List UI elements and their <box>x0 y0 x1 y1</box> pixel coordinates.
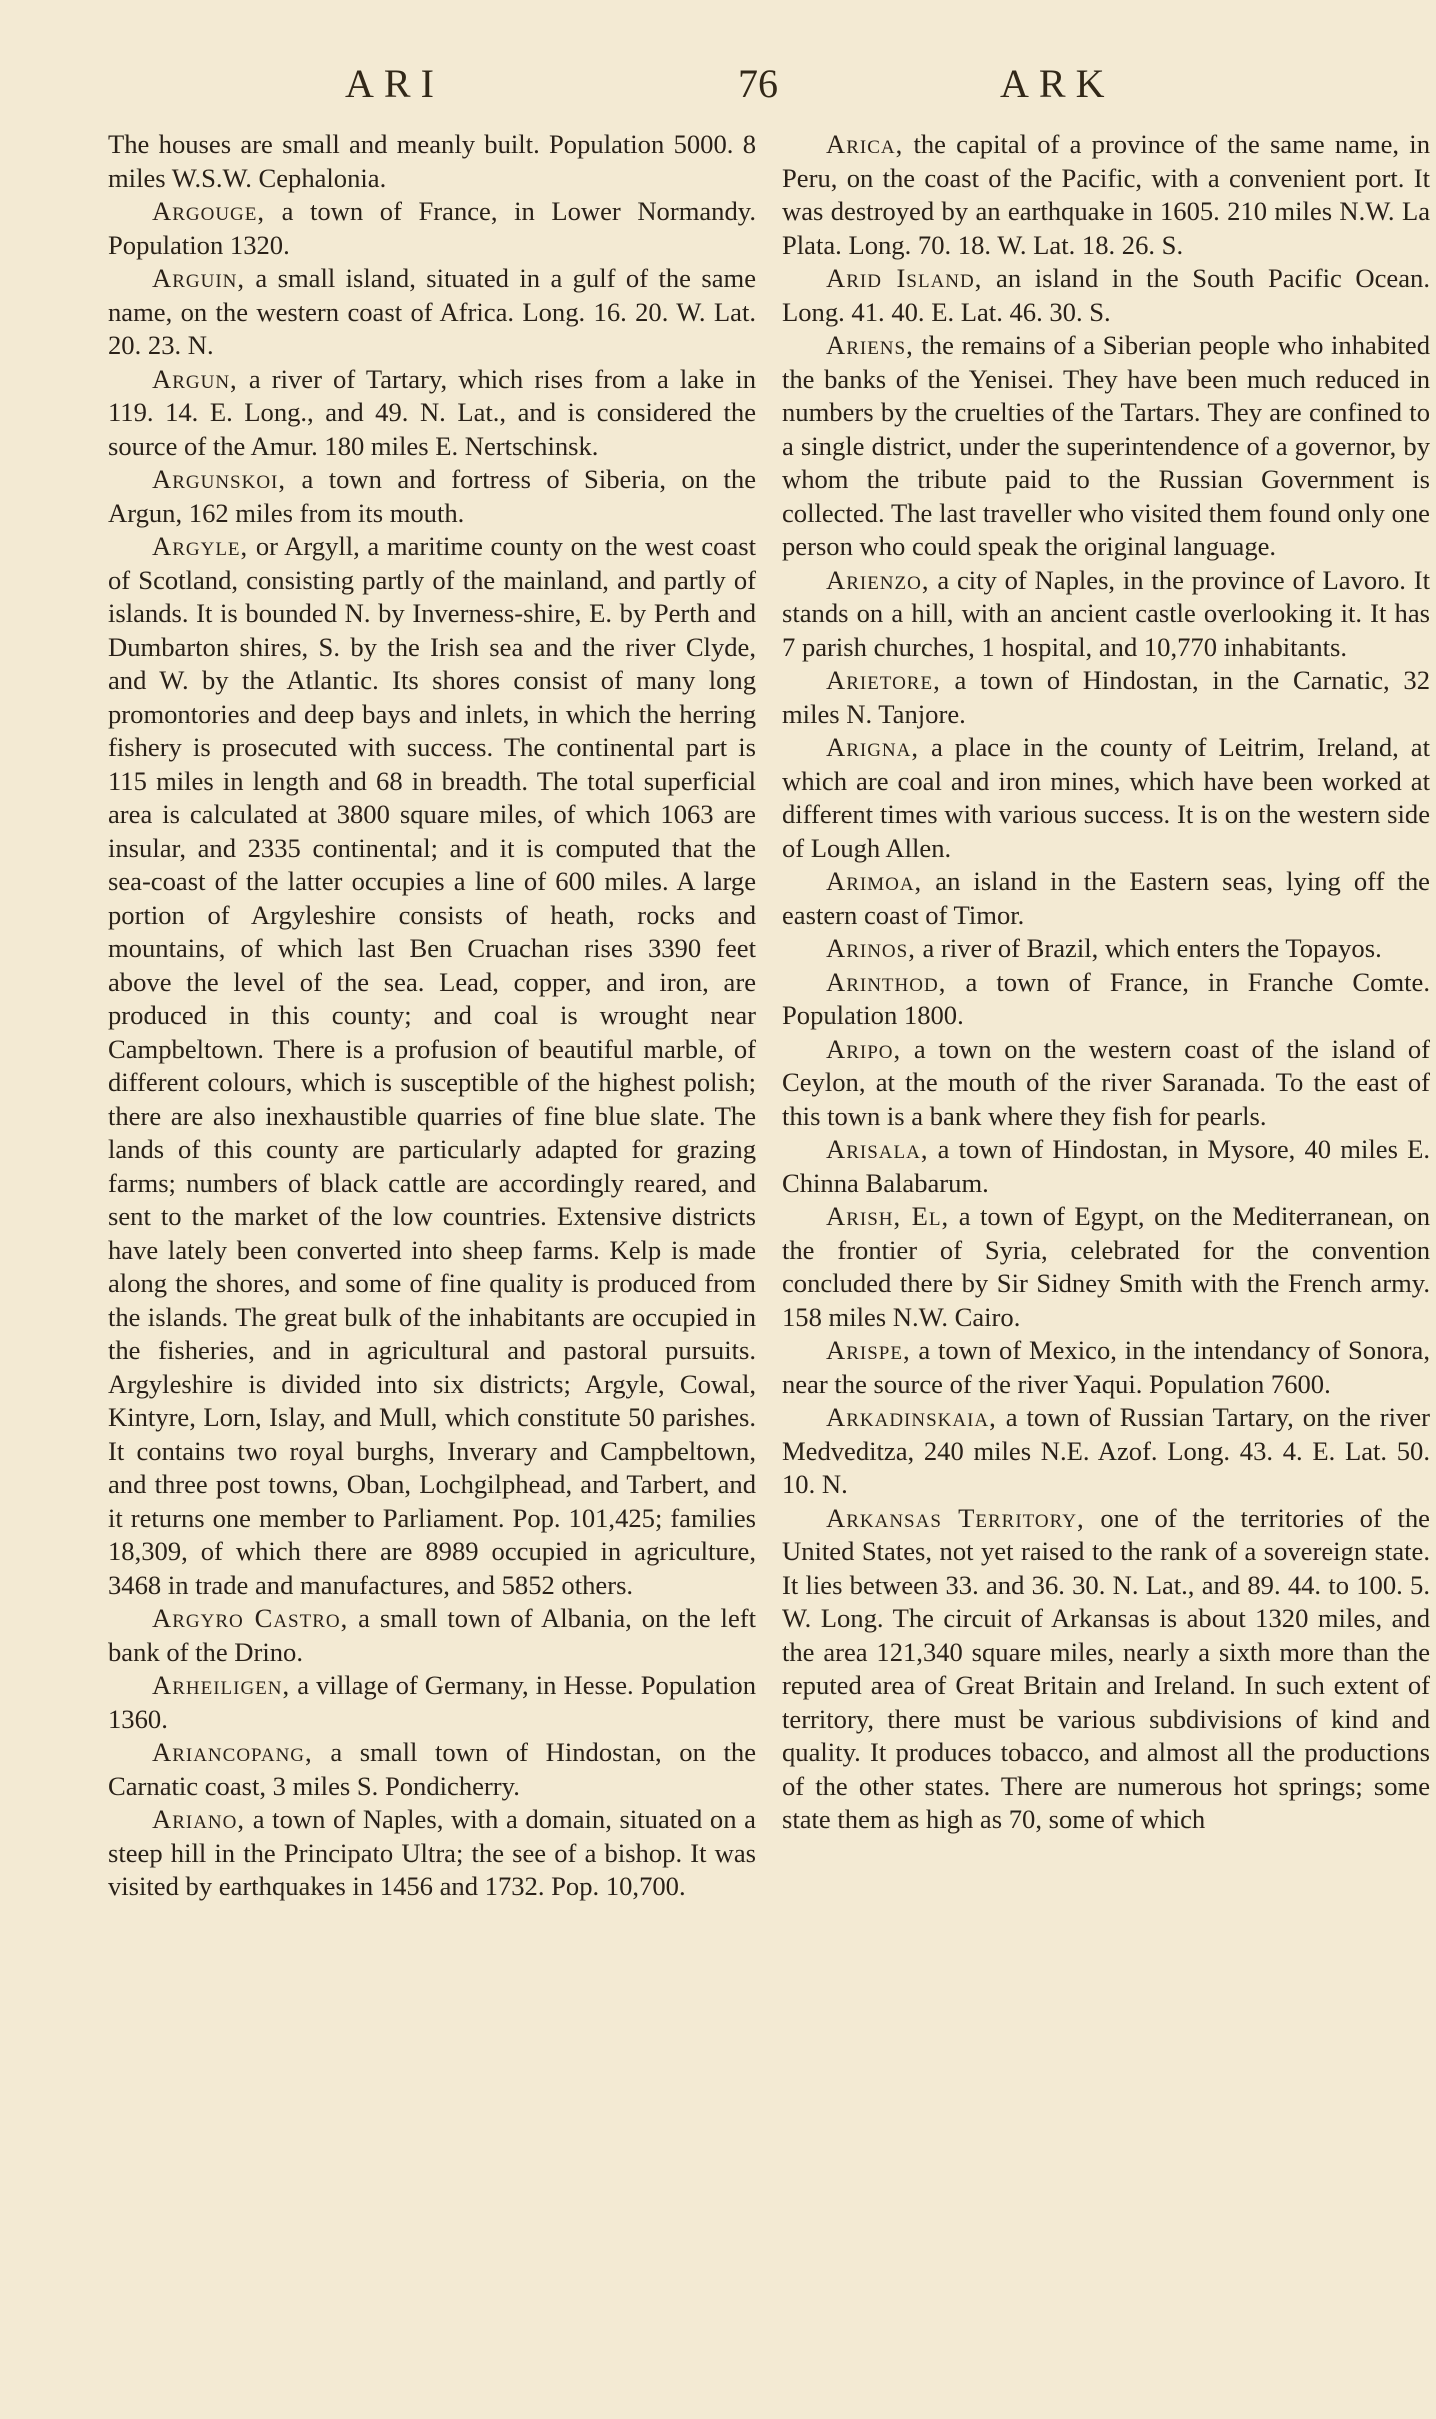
entry-headword: Arispe, <box>826 1335 911 1365</box>
entry-headword: Arietore, <box>826 665 941 695</box>
dictionary-entry <box>108 463 756 530</box>
entry-headword: Argun, <box>152 363 238 394</box>
dictionary-entry <box>108 1736 756 1803</box>
entry-text: a river of Brazil, which enters the Topayos. <box>915 933 1382 963</box>
entry-text: the capital of a province of the same name, in Peru, on the coast of the Pacific, with a convenient port. It was destroyed by an earthquake in 1605. 210 miles N.W. La Plata. Long. 70. 18. W. Lat. 18. 26. S. <box>782 129 1430 260</box>
header-left-guide-word: ARI <box>345 61 444 106</box>
entry-headword: Ariano, <box>152 1804 246 1834</box>
entry-text: one of the territories of the United States, not yet raised to the rank of a sovereign state. It lies between 33. and 36. 30. N. Lat., and 89. 44. to 100. 5. W. Long. The circuit of Arkansas is about 1320 miles, and the area 121,340 square miles, nearly a sixth more than the reputed area of Great Britain and Ireland. In such extent of territory, there must be various subdivisions of kind and quality. It produces tobacco, and almost all the productions of the other states. There are numerous hot springs; some state them as high as 70, some of which <box>782 1502 1430 1834</box>
entry-headword: Argyle, <box>152 531 249 561</box>
dictionary-entry <box>782 128 1430 262</box>
entry-headword: Ariancopang, <box>152 1737 313 1767</box>
entry-text: a town of Mexico, in the intendancy of Sonora, near the source of the river Yaqui. Population 7600. <box>782 1335 1430 1399</box>
dictionary-entry <box>782 1200 1430 1334</box>
dictionary-entry <box>108 1602 756 1669</box>
entry-text: The houses are small and meanly built. Population 5000. 8 miles W.S.W. Cephalonia. <box>108 129 756 193</box>
entry-text: a town of Naples, with a domain, situated on a steep hill in the Principato Ultra; the see of a bishop. It was visited by earthquakes in 1456 and 1732. Pop. 10,700. <box>108 1804 756 1901</box>
entry-text: a town of Russian Tartary, on the river Medveditza, 240 miles N.E. Azof. Long. 43. 4. E. Lat. 50. 10. N. <box>782 1402 1430 1499</box>
dictionary-entry <box>782 1033 1430 1134</box>
entry-headword: Arkadinskaia, <box>826 1402 997 1432</box>
entry-headword: Arigna, <box>826 732 920 762</box>
dictionary-entry <box>108 1669 756 1736</box>
dictionary-entry <box>108 128 756 195</box>
dictionary-entry <box>782 564 1430 665</box>
entry-headword: Arienzo, <box>826 564 930 595</box>
dictionary-entry <box>782 329 1430 564</box>
entry-text: a village of Germany, in Hesse. Population 1360. <box>108 1670 756 1734</box>
entry-headword: Argunskoi, <box>152 464 287 494</box>
entry-text: a town of France, in Franche Comte. Population 1800. <box>782 966 1430 1030</box>
dictionary-entry <box>782 1133 1430 1200</box>
entry-text: a town of Hindostan, in the Carnatic, 32 miles N. Tanjore. <box>782 665 1430 729</box>
dictionary-entry <box>782 731 1430 865</box>
entry-text: a small island, situated in a gulf of the same name, on the western coast of Africa. Long. 16. 20. W. Lat. 20. 23. N. <box>108 263 756 360</box>
dictionary-entry <box>782 1401 1430 1502</box>
entry-text: an island in the South Pacific Ocean. Long. 41. 40. E. Lat. 46. 30. S. <box>782 263 1430 327</box>
entry-headword: Arinos, <box>826 933 916 963</box>
entry-headword: Arica, <box>826 129 904 159</box>
dictionary-entry <box>782 262 1430 329</box>
dictionary-entry <box>108 530 756 1602</box>
dictionary-entry <box>782 1334 1430 1401</box>
entry-text: a town on the western coast of the island of Ceylon, at the mouth of the river Saranada. To the east of this town is a bank where they fish for pearls. <box>782 1033 1430 1131</box>
entry-headword: Ariens, <box>826 330 914 360</box>
entry-text: a small town of Hindostan, on the Carnatic coast, 3 miles S. Pondicherry. <box>108 1737 756 1801</box>
entry-headword: Arinthod, <box>826 966 947 997</box>
entry-text: a town of France, in Lower Normandy. Population 1320. <box>108 196 756 260</box>
entry-text: a river of Tartary, which rises from a lake in 119. 14. E. Long., and 49. N. Lat., and is considered the source of the Amur. 180 miles E. Nertschinsk. <box>108 363 756 461</box>
entry-text: a small town of Albania, on the left bank of the Drino. <box>108 1603 756 1667</box>
right-column <box>782 128 1430 2368</box>
dictionary-entry <box>782 664 1430 731</box>
dictionary-entry <box>108 1803 756 1904</box>
dictionary-entry <box>782 1502 1430 1837</box>
entry-headword: Argyro Castro, <box>152 1603 349 1633</box>
dictionary-entry <box>782 966 1430 1033</box>
entry-headword: Arisala, <box>826 1134 929 1164</box>
entry-text: a town of Hindostan, in Mysore, 40 miles E. Chinna Balabarum. <box>782 1134 1430 1198</box>
dictionary-entry <box>108 262 756 363</box>
entry-headword: Arimoa, <box>826 866 923 896</box>
entry-headword: Arish, El, <box>826 1201 950 1231</box>
dictionary-entry <box>108 195 756 262</box>
entry-text: the remains of a Siberian people who inhabited the banks of the Yenisei. They have been much reduced in numbers by the cruelties of the Tartars. They are confined to a single district, under the superintendence of a governor, by whom the tribute paid to the Russian Government is collected. The last traveller who visited them found only one person who could speak the original language. <box>782 330 1430 561</box>
entry-headword: Arguin, <box>152 263 246 293</box>
entry-text: an island in the Eastern seas, lying off the eastern coast of Timor. <box>782 866 1430 930</box>
entry-text: a place in the county of Leitrim, Ireland, at which are coal and iron mines, which have been worked at different times with various success. It is on the western side of Lough Allen. <box>782 732 1430 863</box>
entry-headword: Aripo, <box>826 1033 902 1064</box>
dictionary-entry <box>108 363 756 464</box>
entry-headword: Arkansas Territory, <box>826 1502 1085 1533</box>
dictionary-entry <box>782 865 1430 932</box>
entry-text: a town and fortress of Siberia, on the Argun, 162 miles from its mouth. <box>108 464 756 528</box>
entry-headword: Argouge, <box>152 196 266 226</box>
entry-headword: Arid Island, <box>826 263 983 293</box>
entry-text: a city of Naples, in the province of Lavoro. It stands on a hill, with an ancient castle overlooking it. It has 7 parish churches, 1 hospital, and 10,770 inhabitants. <box>782 564 1430 662</box>
entry-text: or Argyll, a maritime county on the west coast of Scotland, consisting partly of the mainland, and partly of islands. It is bounded N. by Inverness-shire, E. by Perth and Dumbarton shires, S. by the Irish sea and the river Clyde, and W. by the Atlantic. Its shores consist of many long promontories and deep bays and inlets, in which the herring fishery is prosecuted with success. The continental part is 115 miles in length and 68 in breadth. The total superficial area is calculated at 3800 square miles, of which 1063 are insular, and 2335 continental; and it is computed that the sea-coast of the latter occupies a line of 600 miles. A large portion of Argyleshire consists of heath, rocks and mountains, of which last Ben Cruachan rises 3390 feet above the level of the sea. Lead, copper, and iron, are produced in this county; and coal is wrought near Campbeltown. There is a profusion of beautiful marble, of different colours, which is susceptible of the highest polish; there are also inexhaustible quarries of fine blue slate. The lands of this county are particularly adapted for grazing farms; numbers of black cattle are accordingly reared, and sent to the market of the low countries. Extensive districts have lately been converted into sheep farms. Kelp is made along the shores, and some of fine quality is produced from the islands. The great bulk of the inhabitants are occupied in the fisheries, and in agricultural and pastoral pursuits. Argyleshire is divided into six districts; Argyle, Cowal, Kintyre, Lorn, Islay, and Mull, which constitute 50 parishes. It contains two royal burghs, Inverary and Campbeltown, and three post towns, Oban, Lochgilphead, and Tarbert, and it returns one member to Parliament. Pop. 101,425; families 18,309, of which there are 8989 occupied in agriculture, 3468 in trade and manufactures, and 5852 others. <box>108 531 756 1600</box>
entry-headword: Arheiligen, <box>152 1670 291 1700</box>
entry-text: a town of Egypt, on the Mediterranean, on the frontier of Syria, celebrated for the convention concluded there by Sir Sidney Smith with the French army. 158 miles N.W. Cairo. <box>782 1201 1430 1332</box>
page-number: 76 <box>738 61 778 106</box>
left-column <box>108 128 756 2368</box>
running-header <box>0 60 1436 110</box>
dictionary-entry <box>782 932 1430 966</box>
header-right-guide-word: ARK <box>1000 61 1115 106</box>
